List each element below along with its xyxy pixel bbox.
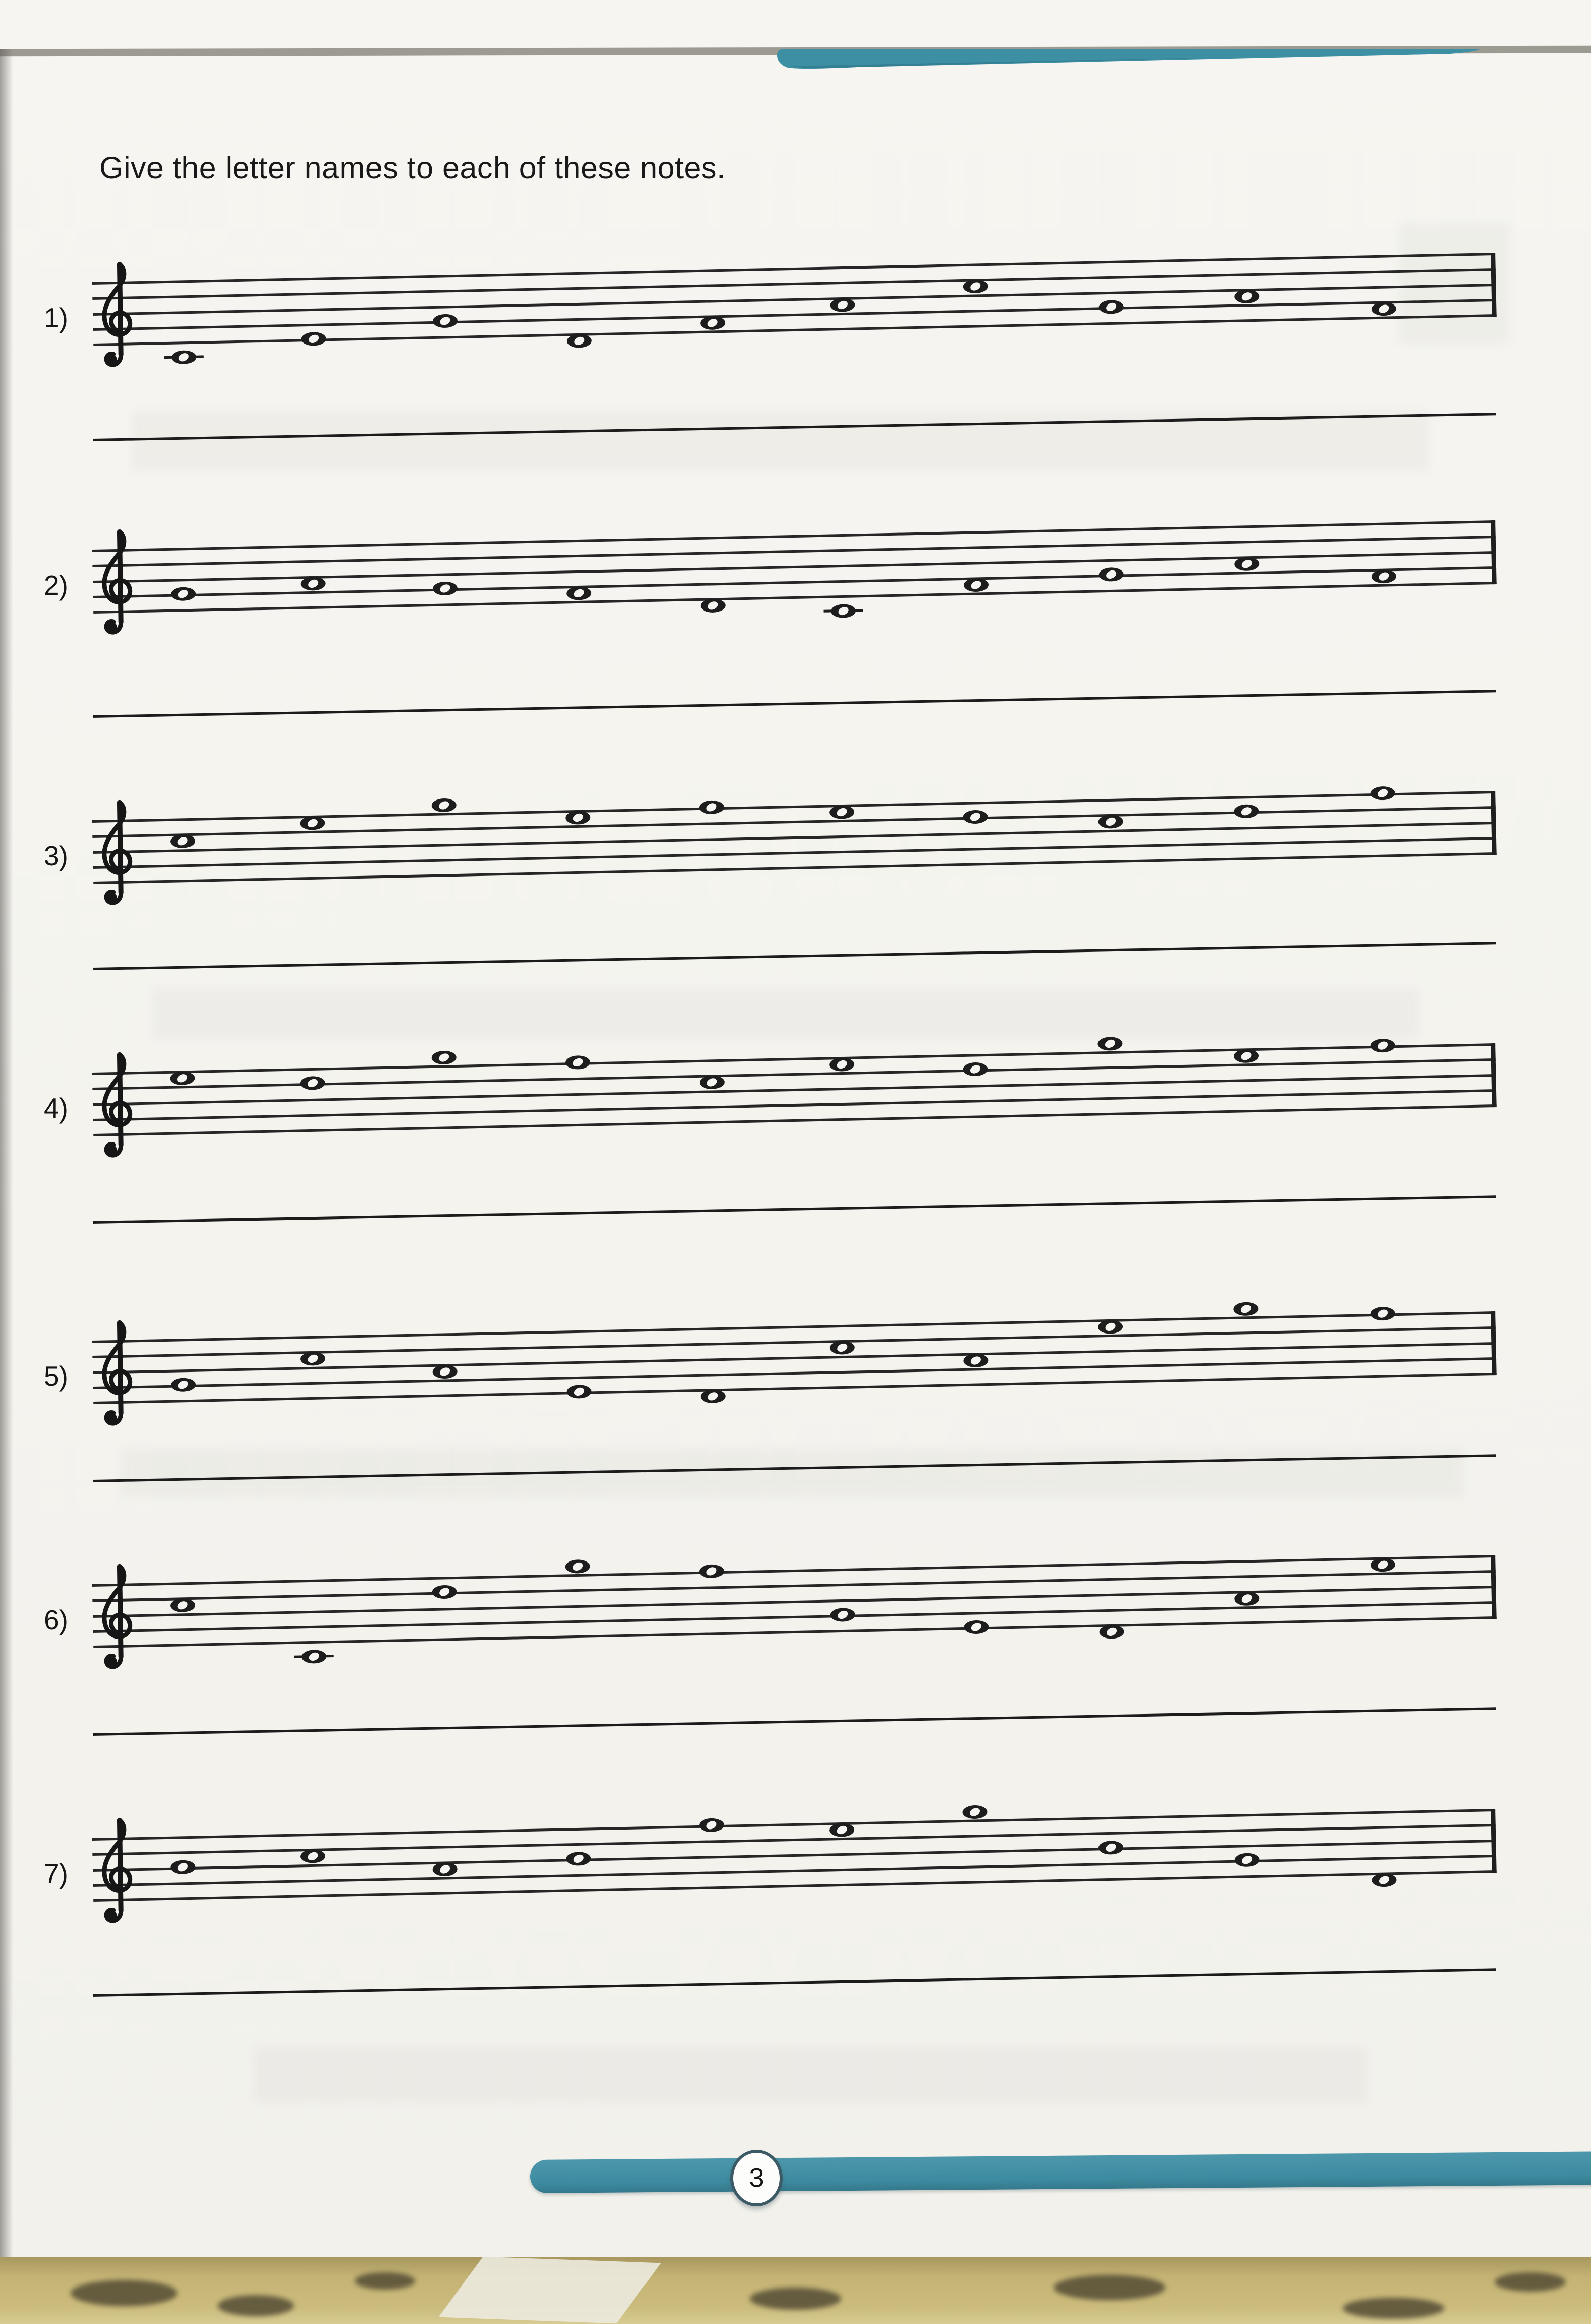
whole-note [432,1364,459,1380]
staff-line [93,284,1496,316]
whole-note [699,1075,726,1090]
instructions-text: Give the letter names to each of these notes. [99,150,726,185]
system-number-label: 4) [44,1092,68,1124]
whole-note [700,598,727,614]
whole-note [1233,1301,1260,1317]
whole-note [830,603,857,619]
whole-note [1233,804,1260,819]
whole-note [829,297,856,313]
system-number-label: 3) [44,840,68,871]
whole-note [698,1564,725,1579]
whole-note [170,1859,197,1875]
whole-note [170,586,197,602]
whole-note [829,1607,856,1622]
whole-note [1097,814,1124,830]
whole-note [829,1340,856,1356]
whole-note [1098,1624,1125,1640]
page-number-badge [730,2150,783,2206]
treble-clef-icon [91,523,140,638]
whole-note [566,1384,593,1400]
whole-note [1371,301,1397,317]
whole-note [170,1377,197,1393]
whole-note [300,576,327,591]
whole-note [1098,566,1125,582]
whole-note [963,577,990,593]
whole-note [962,279,989,294]
whole-note [698,1817,725,1833]
whole-note [299,1076,326,1091]
whole-note [431,1584,458,1600]
treble-clef-icon [91,1314,140,1429]
treble-clef-icon [91,1558,140,1672]
whole-note [963,1619,990,1635]
whole-note [1233,556,1260,572]
whole-note [566,333,593,349]
system-number-label: 7) [44,1858,68,1889]
whole-note [431,797,458,813]
treble-clef-icon [91,1046,140,1161]
whole-note [564,1054,591,1070]
whole-note [565,1851,592,1866]
whole-note [1233,1048,1260,1064]
whole-note [828,1822,855,1838]
whole-note [169,833,196,849]
teal-swoosh-decoration [776,48,1482,71]
whole-note [431,1050,458,1065]
whole-note [962,809,989,825]
whole-note [432,313,459,329]
whole-note [962,1804,989,1820]
page-left-shadow [0,49,13,2257]
whole-note [300,1649,327,1664]
whole-note [1370,1557,1396,1573]
treble-clef-icon [91,794,140,908]
whole-note [1370,1038,1396,1053]
whole-note [962,1061,989,1077]
whole-note [169,1597,196,1613]
whole-note [828,805,855,820]
whole-note [1370,785,1396,801]
whole-note [1098,299,1125,315]
whole-note [699,315,726,331]
bleed-through [152,988,1419,1039]
bleed-through [253,2047,1368,2103]
whole-note [564,810,591,826]
paper-corner [438,2257,661,2323]
whole-note [698,799,725,815]
page-number: 3 [749,2163,764,2193]
whole-note [1234,1852,1261,1868]
whole-note [299,816,326,831]
whole-note [963,1353,990,1368]
whole-note [169,1071,196,1086]
treble-clef-icon [91,1812,140,1926]
whole-note [299,1351,326,1367]
whole-note [1097,1840,1124,1855]
bleed-through [122,1449,1464,1497]
whole-note [432,1861,459,1877]
treble-clef-icon [91,256,140,370]
system-number-label: 6) [44,1604,68,1635]
whole-note [1097,1319,1124,1335]
table-surface [0,2257,1591,2324]
whole-note [565,585,592,601]
whole-note [1371,568,1397,584]
whole-note [1233,1590,1260,1606]
whole-note [1370,1306,1396,1321]
whole-note [1233,288,1260,304]
whole-note [1097,1036,1124,1051]
whole-note [564,1558,591,1574]
whole-note [700,1389,727,1404]
system-number-label: 5) [44,1360,68,1392]
whole-note [171,349,198,365]
whole-note [299,1849,326,1864]
whole-note [1371,1872,1398,1888]
system-number-label: 2) [44,569,68,601]
whole-note [300,331,327,347]
whole-note [432,581,459,596]
staff-line [93,1586,1496,1618]
system-number-label: 1) [44,302,68,333]
whole-note [828,1057,855,1073]
